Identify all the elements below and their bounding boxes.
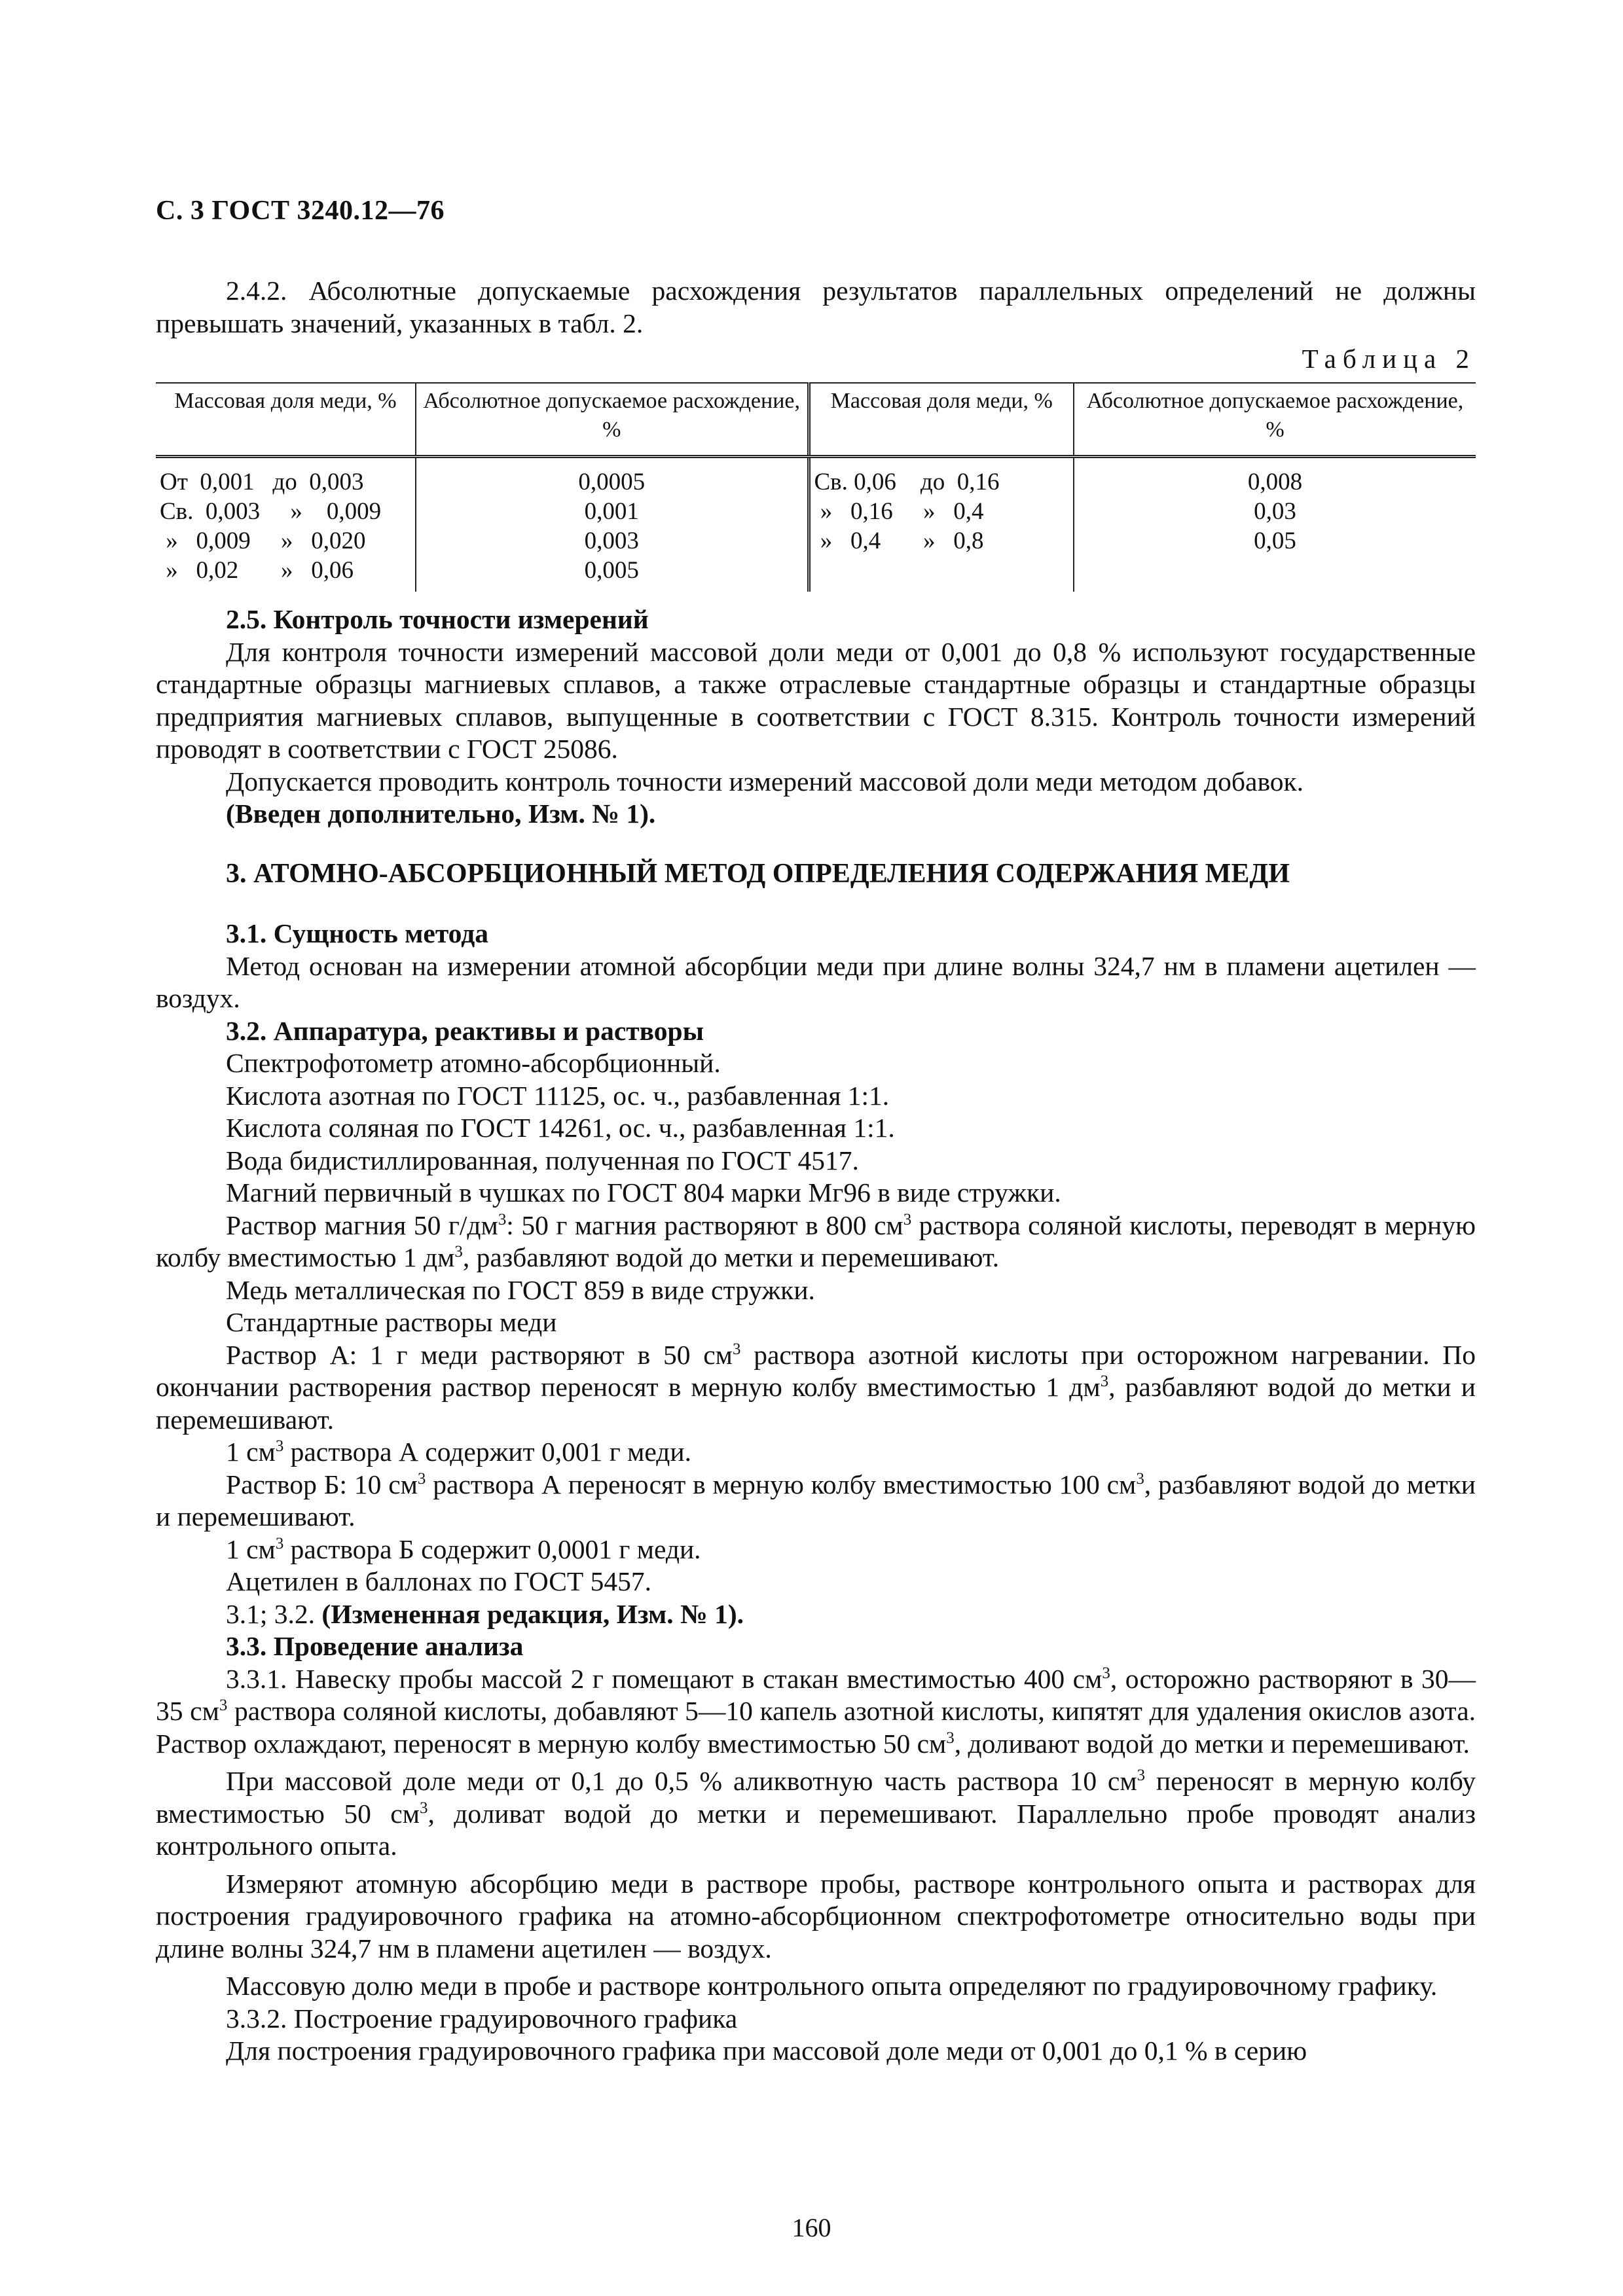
solution-a-paragraph: Раствор А: 1 г меди растворяют в 50 $см^3$ раствора азотной кислоты при осторожном нагревании. По окончании растворения раствор переносят в мерную колбу вместимостью 1 $дм^3$, разбавляют водой до метки и перемешивают.	[156, 1339, 1476, 1435]
paragraph-2-4-2: 2.4.2. Абсолютные допускаемые расхождения результатов параллельных определений не должны превышать значений, указанных в табл. 2.	[156, 276, 1476, 338]
value-item: 0,003	[584, 528, 639, 554]
solution-b-paragraph: Раствор Б: 10 $см^3$ раствора А переносят в мерную колбу вместимостью 100 $см^3$, разбавляют водой до метки и перемешивают.	[156, 1469, 1476, 1532]
range-item: Св. 0,06 до 0,16	[814, 469, 1000, 495]
value-item: 0,05	[1254, 528, 1296, 554]
determination-paragraph: Массовую долю меди в пробе и растворе контрольного опыта определяют по градуировочному графику.	[226, 1971, 1438, 2001]
table-cell-values-left	[416, 457, 809, 592]
reagent-line: Вода бидистиллированная, полученная по ГОСТ 4517.	[226, 1145, 859, 1175]
section-3-3-heading: 3.3. Проведение анализа	[226, 1631, 524, 1661]
amendment-note: (Введен дополнительно, Изм. № 1).	[226, 798, 656, 829]
value-item: 0,008	[1247, 469, 1303, 495]
amendment-note: 3.1; 3.2. (Измененная редакция, Изм. № 1).	[226, 1598, 744, 1629]
table-header-cell: Абсолютное допускаемое расхождение, %	[416, 383, 809, 457]
magnesium-solution-paragraph: Раствор магния 50 $г/дм^3$: 50 г магния растворяют в 800 $см^3$ раствора соляной кислоты, переводят в мерную колбу вместимостью 1 $дм^3$, разбавляют водой до метки и перемешивают.	[156, 1210, 1476, 1272]
table-header-cell: Абсолютное допускаемое расхождение, %	[1074, 383, 1476, 457]
solution-b-content: 1 $см^3$ раствора Б содержит 0,0001 г меди.	[226, 1534, 701, 1564]
table-header-row	[156, 383, 1476, 457]
range-item: » 0,02 » 0,06	[160, 557, 354, 584]
solution-a-content: 1 $см^3$ раствора А содержит 0,001 г меди.	[226, 1437, 691, 1467]
range-item: Св. 0,003 » 0,009	[160, 498, 382, 525]
paragraph-3-1: Метод основан на измерении атомной абсорбции меди при длине волны 324,7 нм в пламени ацетилен — воздух.	[156, 950, 1476, 1013]
table-cell-ranges-right	[809, 457, 1074, 592]
value-item: 0,0005	[578, 469, 646, 495]
main-body	[156, 603, 1476, 2068]
range-item: » 0,009 » 0,020	[160, 528, 366, 554]
section-2-5-heading: 2.5. Контроль точности измерений	[226, 604, 649, 634]
reagent-line: Магний первичный в чушках по ГОСТ 804 марки Мг96 в виде стружки.	[226, 1177, 1061, 1208]
page-number: 160	[792, 2213, 831, 2242]
reagent-line: Ацетилен в баллонах по ГОСТ 5457.	[226, 1566, 651, 1596]
reagent-line: Спектрофотометр атомно-абсорбционный.	[226, 1048, 721, 1078]
value-item: 0,001	[584, 498, 639, 525]
section-3-3-2-heading: 3.3.2. Построение градуировочного графика	[226, 2003, 738, 2034]
aliquot-paragraph: При массовой доле меди от 0,1 до 0,5 % аликвотную часть раствора 10 $см^3$ переносят в мерную колбу вместимостью 50 $см^3$, доливат водой до метки и перемешивают. Параллельно пробе проводят анализ контрольного опыта.	[156, 1766, 1476, 1861]
reagent-line: Кислота азотная по ГОСТ 11125, ос. ч., разбавленная 1:1.	[226, 1080, 890, 1111]
reagent-line: Медь металлическая по ГОСТ 859 в виде стружки.	[226, 1274, 815, 1305]
table-row	[156, 457, 1476, 592]
table-cell-ranges-left	[156, 457, 416, 592]
value-item: 0,005	[584, 557, 639, 584]
tolerance-table	[156, 382, 1476, 592]
table-caption: Таблица 2	[1302, 344, 1476, 374]
intro-block	[156, 275, 1476, 340]
section-3-title: 3. АТОМНО-АБСОРБЦИОННЫЙ МЕТОД ОПРЕДЕЛЕНИЯ СОДЕРЖАНИЯ МЕДИ	[226, 858, 1290, 889]
value-item: 0,03	[1254, 498, 1296, 525]
range-item: От 0,001 до 0,003	[160, 469, 364, 495]
paragraph-additions: Допускается проводить контроль точности измерений массовой доли меди методом добавок.	[226, 766, 1304, 797]
paragraph-2-5: Для контроля точности измерений массовой доли меди от 0,001 до 0,8 % используют государственные стандартные образцы магниевых сплавов, а также отраслевые стандартные образцы и стандартные образцы предприятия магниевых сплавов, выпущенные в соответствии с ГОСТ 8.315. Контроль точности измерений проводят в соответствии с ГОСТ 25086.	[156, 636, 1476, 764]
measurement-paragraph: Измеряют атомную абсорбцию меди в растворе пробы, растворе контрольного опыта и растворах для построения градуировочного графика на атомно-абсорбционном спектрофотометре относительно воды при длине волны 324,7 нм в пламени ацетилен — воздух.	[156, 1868, 1476, 1964]
reagent-line: Кислота соляная по ГОСТ 14261, ос. ч., разбавленная 1:1.	[226, 1113, 895, 1143]
table-cell-values-right	[1074, 457, 1476, 592]
page-header: С. 3 ГОСТ 3240.12—76	[156, 196, 445, 226]
reagent-line: Стандартные растворы меди	[226, 1307, 557, 1337]
table-header-cell: Массовая доля меди, %	[156, 383, 416, 457]
table-header-cell: Массовая доля меди, %	[809, 383, 1074, 457]
paragraph-3-3-1: 3.3.1. Навеску пробы массой 2 г помещают в стакан вместимостью 400 $см^3$, осторожно растворяют в 30—35 $см^3$ раствора соляной кислоты, добавляют 5—10 капель азотной кислоты, кипятят для удаления окислов азота. Раствор охлаждают, переносят в мерную колбу вместимостью 50 $см^3$, доливают водой до метки и перемешивают.	[156, 1663, 1476, 1759]
range-item: » 0,4 » 0,8	[814, 528, 984, 554]
range-item: » 0,16 » 0,4	[814, 498, 984, 525]
calibration-paragraph: Для построения градуировочного графика при массовой доле меди от 0,001 до 0,1 % в серию	[226, 2036, 1307, 2066]
section-3-2-heading: 3.2. Аппаратура, реактивы и растворы	[226, 1015, 704, 1046]
section-3-1-heading: 3.1. Сущность метода	[226, 918, 488, 948]
